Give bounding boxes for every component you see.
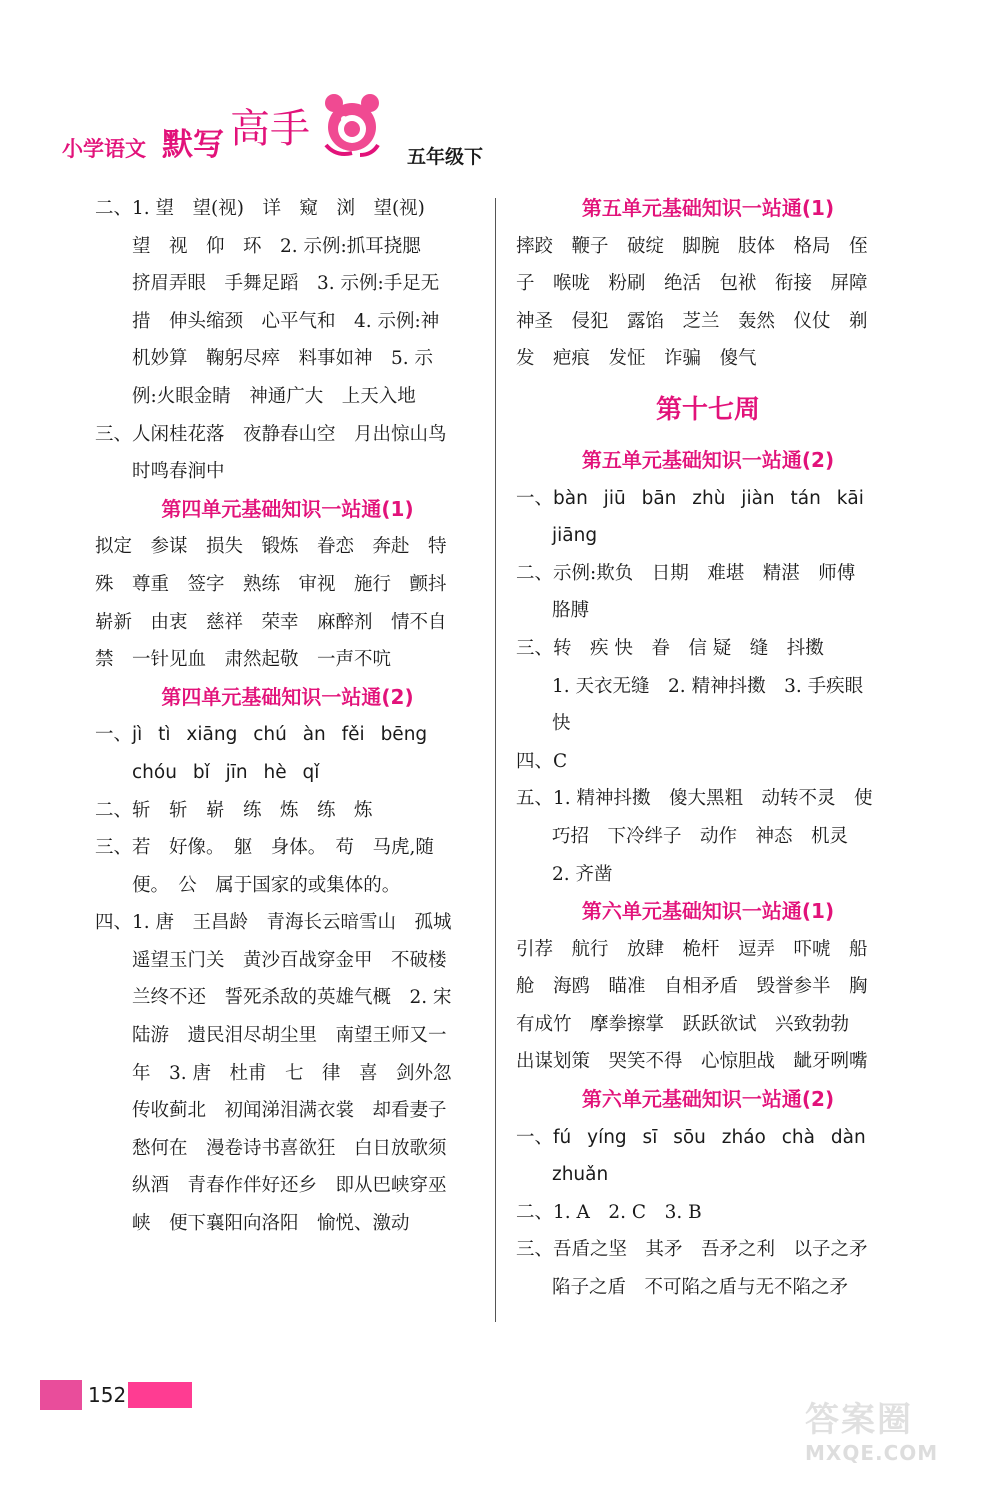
right-top-block xyxy=(516,190,900,378)
answer-line: 2. 齐凿 xyxy=(552,863,613,885)
answer-line: 纵酒 青春作伴好还乡 即从巴峡穿巫 xyxy=(132,1175,447,1197)
answer-line: 一、jì tì xiāng chú àn fěi bēng xyxy=(95,724,428,746)
answer-line: 三、吾盾之坚 其矛 吾矛之利 以子之矛 xyxy=(516,1239,868,1261)
answer-line: chóu bǐ jīn hè qǐ xyxy=(132,761,320,783)
section-title: 第六单元基础知识一站通(2) xyxy=(581,1087,835,1112)
answer-line: 禁 一针见血 肃然起敬 一声不吭 xyxy=(95,649,392,671)
answer-line: 舱 海鸥 瞄准 自相矛盾 毁誉参半 胸 xyxy=(516,976,868,998)
section-title: 第六单元基础知识一站通(1) xyxy=(581,899,835,924)
answer-line: 二、示例:欺负 日期 难堪 精湛 师傅 xyxy=(516,562,856,584)
answer-line: 子 喉咙 粉刷 绝活 包袱 衔接 屏障 xyxy=(516,273,868,295)
answer-line: 出谋划策 哭笑不得 心惊胆战 龇牙咧嘴 xyxy=(516,1051,868,1073)
brand-subject: 小学语文 xyxy=(62,137,146,161)
mascot-icon xyxy=(316,89,388,161)
week-title: 第十七周 xyxy=(655,394,760,425)
left-column xyxy=(95,190,480,1243)
answer-line: 陷子之盾 不可陷之盾与无不陷之矛 xyxy=(552,1277,849,1299)
answer-line: 引荐 航行 放肆 桅杆 逗弄 吓唬 船 xyxy=(516,938,868,960)
answer-line: 三、若 好像。 躯 身体。 苟 马虎,随 xyxy=(95,837,434,859)
answer-line: 摔跤 鞭子 破绽 脚腕 肢体 格局 侄 xyxy=(516,235,868,257)
answer-line: 遥望玉门关 黄沙百战穿金甲 不破楼 xyxy=(132,949,447,971)
brand-dictation: 默写 xyxy=(162,127,224,163)
grade-label: 五年级下 xyxy=(407,146,484,168)
watermark-url: MXQE.COM xyxy=(805,1441,939,1465)
answer-line: 一、fú yíng sī sōu zháo chà dàn xyxy=(516,1126,866,1148)
answer-line: 愁何在 漫卷诗书喜欲狂 白日放歌须 xyxy=(132,1137,447,1159)
answer-line: 二、1. A 2. C 3. B xyxy=(516,1201,702,1223)
answer-line: zhuǎn xyxy=(552,1164,609,1186)
answer-line: 二、斩 斩 崭 练 炼 练 炼 xyxy=(95,799,373,821)
answer-line: 有成竹 摩拳擦掌 跃跃欲试 兴致勃勃 xyxy=(516,1013,850,1035)
brand-master: 高手 xyxy=(230,106,310,152)
section-title: 第五单元基础知识一站通(2) xyxy=(581,447,835,472)
answer-line: 神圣 侵犯 露馅 芝兰 轰然 仪仗 剃 xyxy=(516,310,868,332)
answer-line: 三、人闲桂花落 夜静春山空 月出惊山鸟 xyxy=(95,423,447,445)
answer-line: 时鸣春涧中 xyxy=(132,461,225,483)
answer-line: 四、1. 唐 王昌龄 青海长云暗雪山 孤城 xyxy=(95,912,452,934)
answer-line: 殊 尊重 签字 熟练 审视 施行 颤抖 xyxy=(95,573,447,595)
watermark-logo: 答案圈 xyxy=(805,1400,913,1440)
book-header xyxy=(62,95,512,170)
section-title: 第五单元基础知识一站通(1) xyxy=(581,196,835,220)
watermark xyxy=(805,1392,938,1465)
column-divider xyxy=(495,198,496,1322)
right-bottom-block xyxy=(516,442,900,1307)
answer-line: 传收蓟北 初闻涕泪满衣裳 却看妻子 xyxy=(132,1100,447,1122)
answer-line: 发 疤痕 发怔 诈骗 傻气 xyxy=(516,348,757,370)
answer-line: 快 xyxy=(552,713,571,735)
answer-line: 巧招 下冷绊子 动作 神态 机灵 xyxy=(552,825,849,847)
answer-line: 1. 天衣无缝 2. 精神抖擞 3. 手疾眼 xyxy=(552,675,864,697)
answer-line: 四、C xyxy=(516,750,568,772)
answer-line: 三、转 疾 快 眷 信 疑 缝 抖擞 xyxy=(516,637,824,659)
answer-line: 陆游 遗民泪尽胡尘里 南望王师又一 xyxy=(132,1025,447,1047)
answer-line: 二、1. 望 望(视) 详 窥 浏 望(视) xyxy=(95,198,425,219)
answer-line: 年 3. 唐 杜甫 七 律 喜 剑外忽 xyxy=(132,1062,452,1084)
answer-line: 挤眉弄眼 手舞足蹈 3. 示例:手足无 xyxy=(132,273,440,295)
answer-line: 峡 便下襄阳向洛阳 愉悦、激动 xyxy=(132,1213,410,1235)
answer-line: jiāng xyxy=(552,525,598,547)
page-number: 152 xyxy=(88,1383,127,1407)
answer-line: 胳膊 xyxy=(552,600,590,622)
answer-line: 机妙算 鞠躬尽瘁 料事如神 5. 示 xyxy=(132,348,434,370)
answer-line: 崭新 由衷 慈祥 荣幸 麻醉剂 情不自 xyxy=(95,611,447,633)
section-title: 第四单元基础知识一站通(2) xyxy=(161,684,414,709)
answer-line: 例:火眼金睛 神通广大 上天入地 xyxy=(132,385,416,407)
answer-line: 兰终不还 誓死杀敌的英雄气概 2. 宋 xyxy=(132,987,452,1009)
page-tab-decoration xyxy=(128,1382,192,1408)
section-title: 第四单元基础知识一站通(1) xyxy=(161,496,414,521)
right-column xyxy=(516,190,900,1307)
answer-line: 五、1. 精神抖擞 傻大黑粗 动转不灵 使 xyxy=(516,788,873,810)
answer-line: 一、bàn jiū bān zhù jiàn tán kāi xyxy=(516,487,864,509)
answer-line: 便。 公 属于国家的或集体的。 xyxy=(132,874,401,896)
answer-line: 望 视 仰 环 2. 示例:抓耳挠腮 xyxy=(132,235,421,257)
answer-line: 措 伸头缩颈 心平气和 4. 示例:神 xyxy=(132,310,440,332)
answer-line: 拟定 参谋 损失 锻炼 眷恋 奔赴 特 xyxy=(95,536,447,558)
page-mark-icon xyxy=(40,1380,82,1410)
